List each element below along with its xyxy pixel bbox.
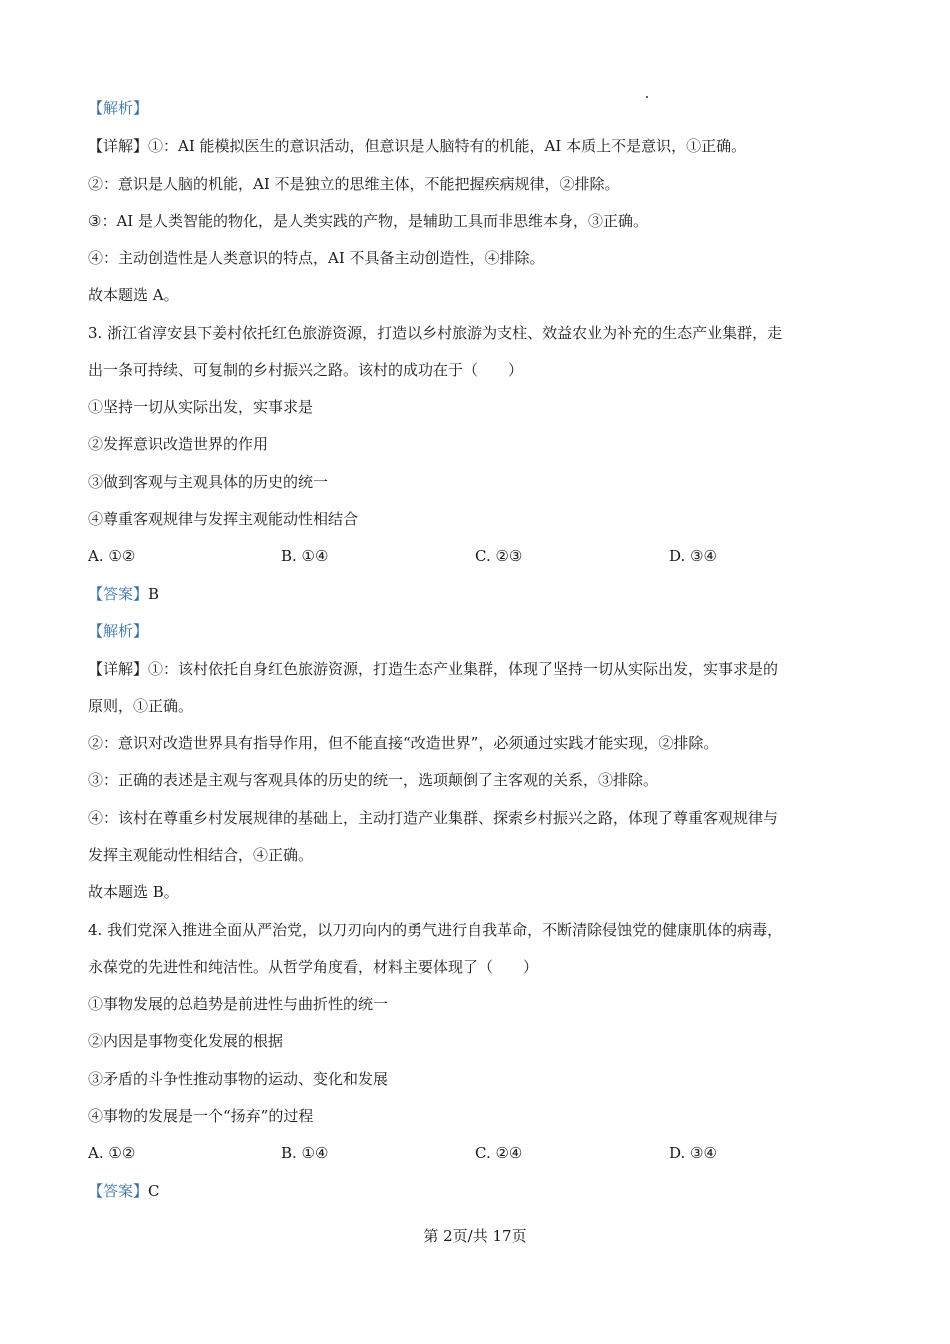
q2-detail-2: ②：意识是人脑的机能，AI 不是独立的思维主体，不能把握疾病规律，②排除。 (88, 175, 620, 193)
q3-detail-3: ③：正确的表述是主观与客观具体的历史的统一，选项颠倒了主客观的关系，③排除。 (88, 771, 659, 789)
q3-detail-1a-text: ①：该村依托自身红色旅游资源，打造生态产业集群，体现了坚持一切从实际出发，实事求是的 (148, 660, 779, 678)
q4-answer-value: C (148, 1182, 160, 1200)
q3-item-3: ③做到客观与主观具体的历史的统一 (88, 473, 329, 491)
q3-item-4: ④尊重客观规律与发挥主观能动性相结合 (88, 510, 359, 528)
q2-conclusion: 故本题选 A。 (88, 286, 179, 304)
q4-item-2: ②内因是事物变化发展的根据 (88, 1032, 284, 1050)
q3-conclusion: 故本题选 B。 (88, 883, 179, 901)
q3-detail-4a: ④：该村在尊重乡村发展规律的基础上，主动打造产业集群、探索乡村振兴之路，体现了尊重客观规律与 (88, 809, 779, 827)
q4-answer-tag: 【答案】 (88, 1182, 149, 1200)
q3-detail-1b: 原则，①正确。 (88, 697, 194, 715)
q2-detail-3: ③：AI 是人类智能的物化，是人类实践的产物，是辅助工具而非思维本身，③正确。 (88, 212, 648, 230)
q3-stem-line-1: 3. 浙江省淳安县下姜村依托红色旅游资源，打造以乡村旅游为支柱、效益农业为补充的生态产业集群，走 (88, 324, 783, 342)
q2-detail-1-text: ①：AI 能模拟医生的意识活动，但意识是人脑特有的机能，AI 本质上不是意识，①正确。 (148, 137, 747, 155)
q2-detail-4: ④：主动创造性是人类意识的特点，AI 不具备主动创造性，④排除。 (88, 249, 545, 267)
q3-detail-tag: 【详解】 (88, 660, 149, 678)
q4-option-c: C. ②④ (475, 1144, 523, 1162)
q3-item-2: ②发挥意识改造世界的作用 (88, 435, 269, 453)
q4-option-d: D. ③④ (669, 1144, 717, 1162)
q3-analysis-tag: 【解析】 (88, 622, 149, 640)
page-number-footer: 第 2页/共 17页 (423, 1227, 527, 1245)
q3-detail-2: ②：意识对改造世界具有指导作用，但不能直接“改造世界”，必须通过实践才能实现，②排除。 (88, 734, 719, 752)
q4-option-b: B. ①④ (281, 1144, 329, 1162)
q2-detail-tag: 【详解】 (88, 137, 149, 155)
q3-stem-line-2: 出一条可持续、可复制的乡村振兴之路。该村的成功在于（ ） (88, 361, 524, 379)
q4-item-4: ④事物的发展是一个“扬弃”的过程 (88, 1107, 314, 1125)
q4-stem-line-2: 永葆党的先进性和纯洁性。从哲学角度看，材料主要体现了（ ） (88, 958, 539, 976)
q3-option-c: C. ②③ (475, 547, 523, 565)
q3-option-d: D. ③④ (669, 547, 717, 565)
q2-analysis-tag: 【解析】 (88, 99, 149, 117)
q4-item-1: ①事物发展的总趋势是前进性与曲折性的统一 (88, 995, 389, 1013)
q4-stem-line-1: 4. 我们党深入推进全面从严治党，以刀刃向内的勇气进行自我革命，不断清除侵蚀党的健康肌体的病毒， (88, 921, 783, 939)
q4-option-a: A. ①② (88, 1144, 136, 1162)
q2-detail-1 (88, 136, 746, 156)
q4-answer (88, 1181, 160, 1201)
q3-answer-tag: 【答案】 (88, 585, 149, 603)
q3-detail-4b: 发挥主观能动性相结合，④正确。 (88, 846, 314, 864)
scan-dot (646, 96, 648, 98)
q3-detail-1a (88, 659, 778, 679)
q3-option-a: A. ①② (88, 547, 136, 565)
q3-answer (88, 584, 159, 604)
q3-answer-value: B (148, 585, 160, 603)
q3-item-1: ①坚持一切从实际出发，实事求是 (88, 398, 314, 416)
q4-item-3: ③矛盾的斗争性推动事物的运动、变化和发展 (88, 1070, 389, 1088)
q3-option-b: B. ①④ (281, 547, 329, 565)
